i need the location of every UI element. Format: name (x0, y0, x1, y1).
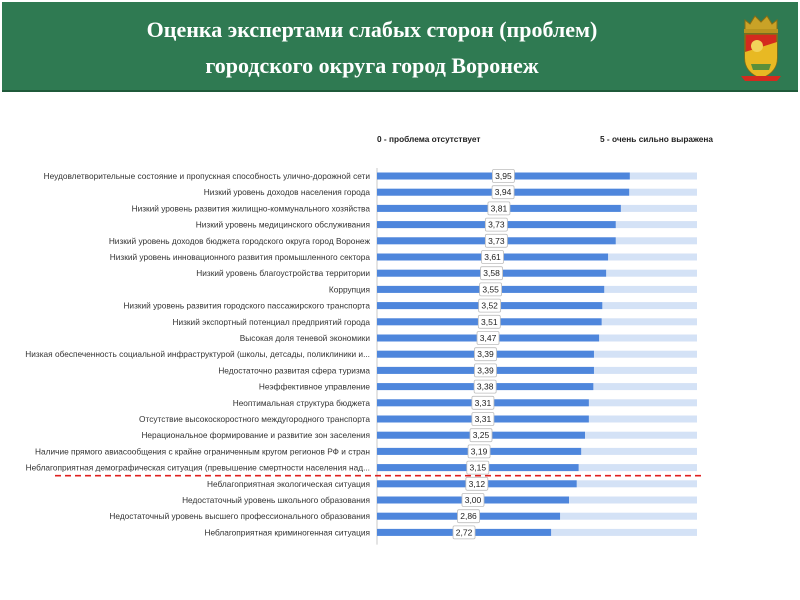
category-label: Отсутствие высокоскоростного междугородного транспорта (139, 414, 370, 424)
legend-max-label: 5 - очень сильно выражена (600, 134, 714, 144)
value-label: 3,31 (474, 397, 492, 408)
value-label: 3,47 (479, 333, 497, 343)
category-label: Низкий уровень благоустройства территории (196, 268, 370, 279)
category-label: Низкий уровень доходов населения города (203, 187, 370, 198)
legend-min-label: 0 - проблема отсутствует (377, 134, 481, 144)
category-label: Низкий уровень медицинского обслуживания (195, 219, 370, 230)
category-label: Низкий уровень доходов бюджета городского округа город Воронеж (108, 235, 370, 246)
value-label: 3,00 (464, 495, 482, 505)
value-label: 3,81 (490, 203, 508, 214)
value-label: 3,12 (468, 478, 486, 489)
category-label: Неблагоприятная демографическая ситуация (превышение смертности населения над... (25, 462, 370, 473)
value-label: 3,39 (477, 349, 494, 360)
category-label: Неблагоприятная криминогенная ситуация (204, 527, 370, 538)
value-label: 3,58 (483, 268, 500, 279)
category-label: Недостаточный уровень школьного образования (182, 495, 370, 505)
title-line-2: городского округа город Воронеж (205, 53, 539, 78)
category-label: Низкая обеспеченность социальной инфраструктурой (школы, детсады, поликлиники и... (25, 349, 370, 360)
value-label: 2,72 (455, 527, 473, 538)
value-label: 3,52 (481, 300, 498, 311)
value-label: 2,86 (460, 511, 477, 522)
category-label: Неблагоприятная экологическая ситуация (207, 478, 370, 489)
value-label: 3,38 (476, 381, 494, 392)
category-label: Неэффективное управление (258, 381, 370, 392)
value-label: 3,15 (469, 462, 487, 473)
title-line-1: Оценка экспертами слабых сторон (проблем) (146, 17, 598, 42)
category-label: Низкий экспортный потенциал предприятий города (172, 316, 370, 327)
value-label: 3,73 (488, 219, 505, 230)
category-label: Высокая доля теневой экономики (239, 333, 370, 343)
category-label: Наличие прямого авиасообщения с крайне ограниченным кругом регионов РФ и стран (35, 446, 370, 457)
value-label: 3,95 (495, 171, 512, 181)
value-label: 3,73 (488, 235, 505, 246)
value-label: 3,39 (477, 365, 494, 376)
value-label: 3,25 (472, 430, 490, 441)
category-label: Недостаточный уровень высшего профессионального образования (109, 511, 370, 522)
category-label: Низкий уровень развития жилищно-коммунального хозяйства (131, 203, 370, 214)
value-label: 3,19 (470, 446, 488, 457)
value-label: 3,61 (484, 252, 501, 262)
category-label: Недостаточно развитая сфера туризма (218, 365, 370, 376)
value-label: 3,31 (474, 414, 492, 424)
value-label: 3,94 (494, 187, 512, 198)
category-label: Низкий уровень инновационного развития промышленного сектора (109, 252, 370, 262)
category-label: Коррупция (328, 284, 370, 295)
category-label: Нерациональное формирование и развитие зон заселения (141, 430, 370, 441)
category-label: Неоптимальная структура бюджета (232, 397, 370, 408)
value-label: 3,51 (481, 316, 498, 327)
category-label: Неудовлетворительные состояние и пропускная способность улично-дорожной сети (43, 171, 370, 181)
value-label: 3,55 (482, 284, 499, 295)
category-label: Низкий уровень развития городского пассажирского транспорта (123, 300, 370, 311)
